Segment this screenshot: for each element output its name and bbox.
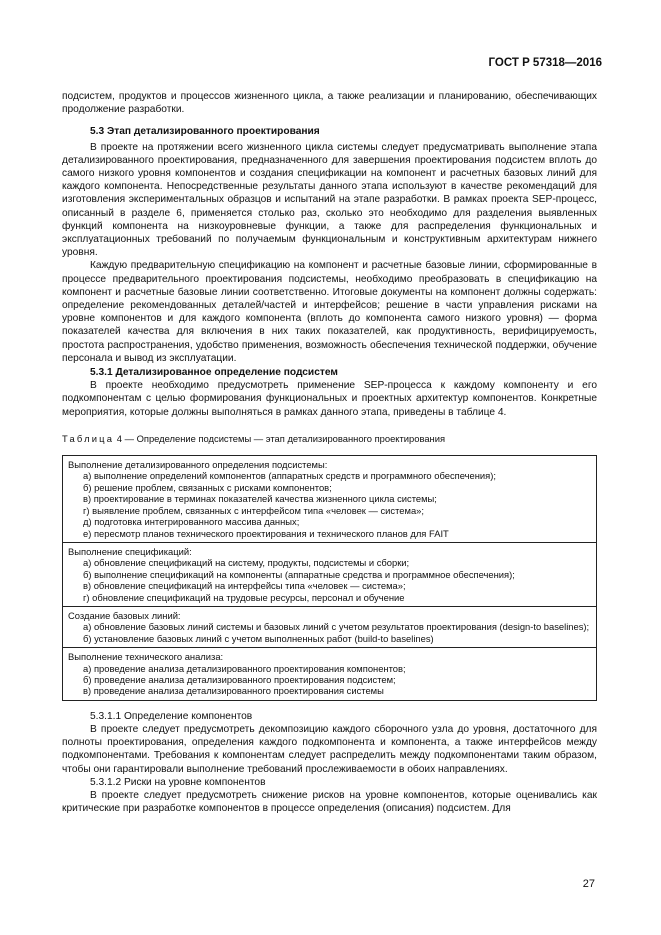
- table-row: [63, 648, 597, 701]
- section-5-3-paragraph-2: Каждую предварительную спецификацию на компонент и расчетные базовые линии, сформированные в процессе предварительного проектирования подсистемы, необходимо преобразовать в спецификацию на компонент и расчетные базовые линии соответственно. Итоговые документы на компонент должны содержать: определение рекомендованных деталей/частей и интерфейсов; решение в части управления рисками на уровне компонентов и для каждого компонента (вплоть до компонента самого низкого уровня) — форма показателей качества для включения в них таких показателей, как продуктивность, верифицируемость, простота распространения, удобство применения, возможность обеспечения технической поддержки, обучение персонала и вывод из эксплуатации.: [62, 260, 597, 364]
- table-list-item: в) обновление спецификаций на интерфейсы типа «человек — система»;: [83, 580, 406, 592]
- section-5-3-1-1-paragraph: В проекте следует предусмотреть декомпозицию каждого сборочного узла до уровня, достаточного для полноты проектирования, определения каждого подкомпонента и компонента, а также интерфейсов между подкомпонентами. Требования к компонентам следует распределить между подкомпонентами таким образом, чтобы они гарантировали выполнение требований прослеживаемости в обоих направлениях.: [62, 724, 597, 775]
- table-row: [63, 606, 597, 647]
- table-row-title: Выполнение спецификаций:: [68, 545, 192, 557]
- table-list-item: а) обновление спецификаций на систему, продукты, подсистемы и сборки;: [83, 557, 410, 569]
- table-list-item: в) проектирование в терминах показателей качества жизненного цикла системы;: [83, 493, 437, 505]
- table-cell: [63, 456, 597, 543]
- table-row: [63, 456, 597, 543]
- section-5-3-1-2-paragraph: В проекте следует предусмотреть снижение рисков на уровне компонентов, которые оценивались как критические при разработке компонентов в процессе определения (описания) подсистем. Для: [62, 790, 597, 815]
- section-5-3-heading: 5.3 Этап детализированного проектирования: [90, 126, 320, 138]
- document-header: ГОСТ Р 57318—2016: [488, 57, 602, 69]
- table-cell: [63, 606, 597, 647]
- table-row-title: Создание базовых линий:: [68, 609, 181, 621]
- table-row-title: Выполнение детализированного определения подсистемы:: [68, 459, 328, 471]
- table-list-item: а) обновление базовых линий системы и базовых линий с учетом результатов проектирования (design-to baselines);: [83, 621, 590, 633]
- table-list-item: г) выявление проблем, связанных с интерфейсом типа «человек — система»;: [83, 504, 424, 516]
- table-list-item: в) проведение анализа детализированного проектирования системы: [83, 685, 384, 697]
- table-caption: [62, 432, 597, 445]
- table-list-item: д) подготовка интегрированного массива данных;: [83, 516, 300, 528]
- table-list-item: а) проведение анализа детализированного проектирования компонентов;: [83, 662, 406, 674]
- table-list-item: б) решение проблем, связанных с рисками компонентов;: [83, 481, 332, 493]
- table-cell: [63, 542, 597, 606]
- section-5-3-1-paragraph: В проекте необходимо предусмотреть применение SEP-процесса к каждому компоненту и его подкомпонентам с целью формирования функциональных и проектных архитектур компонентов. Конкретные мероприятия, которые должны выполняться в рамках данного этапа, приведены в таблице 4.: [62, 380, 597, 418]
- table-4: [62, 455, 597, 701]
- table-list-item: б) проведение анализа детализированного проектирования подсистем;: [83, 673, 396, 685]
- table-list-item: г) обновление спецификаций на трудовые ресурсы, персонал и обучение: [83, 591, 405, 603]
- section-5-3-paragraph-1: В проекте на протяжении всего жизненного цикла системы следует предусматривать выполнение этапа детализированного проектирования, предназначенного для завершения проектирования подсистем вплоть до самого низкого уровня компонентов и создания спецификации на компонент и расчетных базовых линий для каждого компонента. Непосредственные результаты данного этапа используют в качестве рекомендаций для изготовления экспериментальных образцов и испытаний на этапе разработки. В рамках проекта SEP-процесс, описанный в разделе 6, применяется столько раз, сколько это необходимо для разделения выявленных функций компонента на низкоуровневые функции, а также для распределения функциональных и эксплуатационных требований по получаемым функциональным и конструктивным архитектурам нижнего уровня.: [62, 141, 597, 259]
- page-number: 27: [582, 878, 595, 890]
- table-list-item: е) пересмотр планов технического проектирования и технического планов для FAIT: [83, 527, 449, 539]
- intro-paragraph: подсистем, продуктов и процессов жизненного цикла, а также реализации и планированию, обеспечивающих продолжение разработки.: [62, 91, 597, 116]
- table-list-item: а) выполнение определений компонентов (аппаратных средств и программного обеспечения);: [83, 470, 496, 482]
- table-caption-label: Таблица: [62, 432, 115, 444]
- page-content: [62, 90, 597, 815]
- table-caption-text: 4 — Определение подсистемы — этап детализированного проектирования: [114, 432, 446, 444]
- table-row: [63, 542, 597, 606]
- section-5-3-1-2-heading: 5.3.1.2 Риски на уровне компонентов: [90, 776, 266, 788]
- table-list-item: б) установление базовых линий с учетом выполненных работ (build-to baselines): [83, 632, 434, 644]
- section-5-3-1-heading: 5.3.1 Детализированное определение подсистем: [90, 367, 338, 379]
- table-row-title: Выполнение технического анализа:: [68, 651, 224, 663]
- section-5-3-1-1-heading: 5.3.1.1 Определение компонентов: [90, 710, 253, 722]
- table-cell: [63, 648, 597, 701]
- table-list-item: б) выполнение спецификаций на компоненты (аппаратные средства и программное обеспечения);: [83, 568, 515, 580]
